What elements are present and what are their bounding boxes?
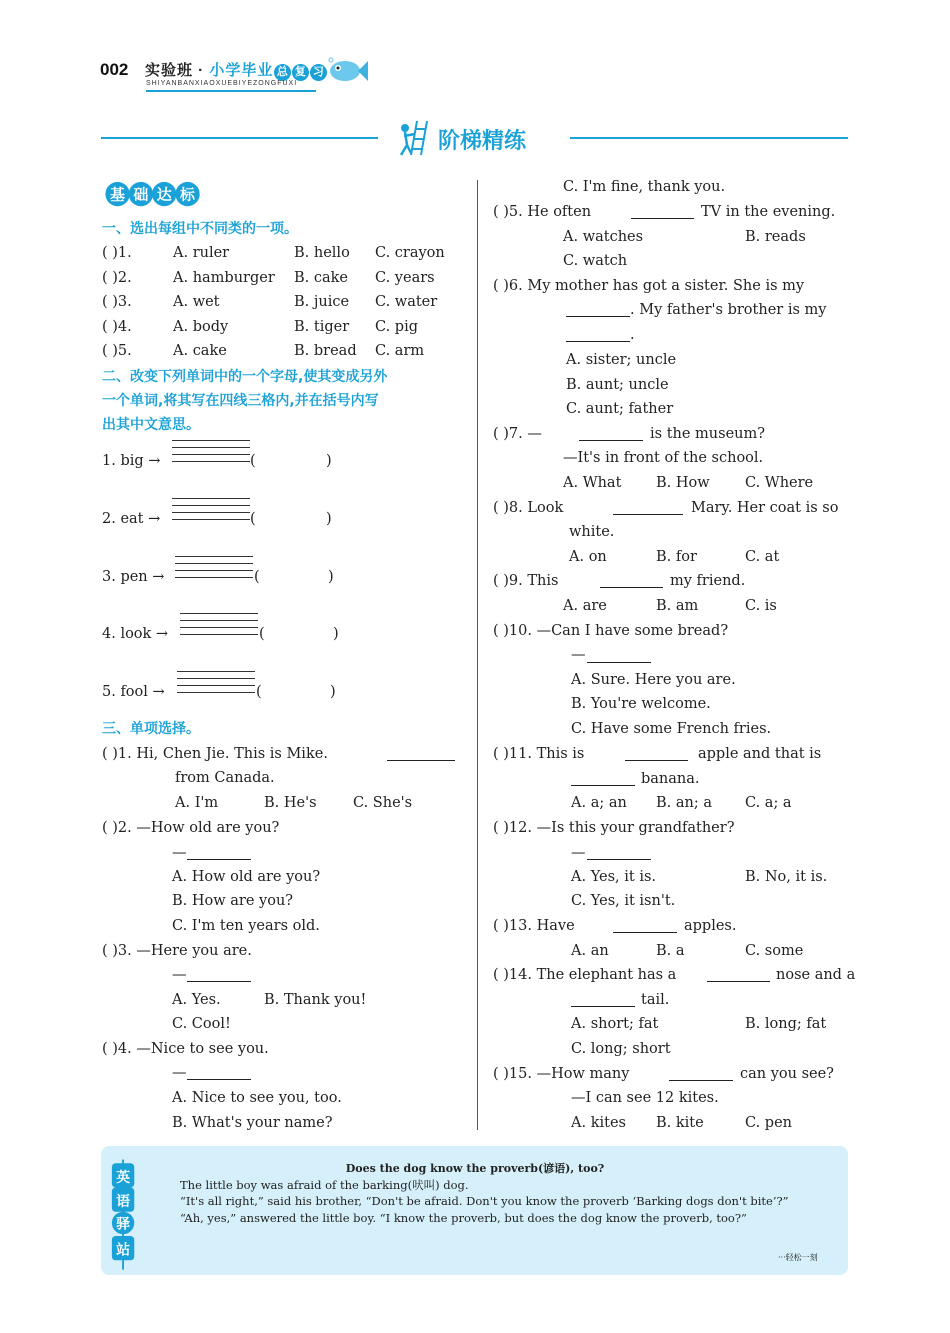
- p1-q1-opt-b: B. hello: [294, 245, 350, 261]
- p1-q5-number: ( )5.: [102, 343, 132, 359]
- p3-q3-dash: —: [172, 967, 187, 983]
- p1-q2-opt-b: B. cake: [294, 270, 349, 286]
- answer-blank[interactable]: [587, 845, 651, 860]
- title-rule-left: [101, 137, 378, 139]
- p3-q4-stem: ( )4. —Nice to see you.: [102, 1041, 269, 1057]
- p3-q11-opt-b: B. an; a: [656, 795, 712, 811]
- paren-close: ): [328, 569, 334, 585]
- p1-q5-opt-c: C. arm: [375, 343, 425, 359]
- p3-q1-opt-b: B. He's: [264, 795, 317, 811]
- p3-q9-stem: ( )9. This: [493, 573, 559, 589]
- p3-q9-stem-end: my friend.: [670, 573, 746, 589]
- answer-blank[interactable]: [631, 204, 694, 219]
- paren-open: (: [256, 684, 262, 700]
- p3-q8-stem-cont: white.: [569, 524, 615, 540]
- answer-blank[interactable]: [187, 1065, 251, 1080]
- p2-word-4: 4. look →: [102, 626, 169, 642]
- badge-char: 标: [180, 185, 196, 204]
- p1-q3-opt-b: B. juice: [294, 294, 350, 310]
- p3-q13-stem: ( )13. Have: [493, 918, 575, 934]
- p2-word-5: 5. fool →: [102, 684, 165, 700]
- p1-q2-number: ( )2.: [102, 270, 132, 286]
- badge-char: 基: [110, 185, 126, 204]
- badge-char: 础: [133, 185, 149, 204]
- p3-q10-opt-c: C. Have some French fries.: [571, 721, 772, 737]
- brand-pinyin: SHIYANBANXIAOXUEBIYEZONGFUXI: [146, 80, 298, 87]
- p3-q7-opt-a: A. What: [563, 475, 622, 491]
- p3-q10-opt-a: A. Sure. Here you are.: [571, 672, 736, 688]
- p3-q2-dash: —: [172, 845, 187, 861]
- p3-q10-opt-b: B. You're welcome.: [571, 696, 711, 712]
- part2-heading-line1: 二、改变下列单词中的一个字母,使其变成另外: [102, 369, 388, 385]
- p3-q13-opt-c: C. some: [745, 943, 804, 959]
- p1-q2-opt-c: C. years: [375, 270, 435, 286]
- section-badge: [102, 181, 204, 209]
- p3-q8-opt-c: C. at: [745, 549, 780, 565]
- p3-q1-stem-cont: from Canada.: [175, 770, 275, 786]
- p3-q3-opt-a: A. Yes.: [172, 992, 221, 1008]
- answer-blank[interactable]: [669, 1066, 733, 1081]
- answer-blank[interactable]: [566, 327, 630, 342]
- p3-q6-stem: ( )6. My mother has got a sister. She is my: [493, 278, 805, 294]
- p1-q4-opt-a: A. body: [173, 319, 229, 335]
- p3-q15-opt-c: C. pen: [745, 1115, 792, 1131]
- paren-open: (: [254, 569, 260, 585]
- answer-blank[interactable]: [387, 746, 455, 761]
- p3-q14-opt-a: A. short; fat: [571, 1016, 659, 1032]
- column-divider: [477, 180, 478, 1130]
- p3-q4-dash: —: [172, 1065, 187, 1081]
- station-line-3: “Ah, yes,” answered the little boy. “I know the proverb, but does the dog know the proverb, too?”: [180, 1211, 747, 1225]
- page-number: 002: [100, 60, 129, 79]
- four-line-grid[interactable]: [180, 613, 258, 641]
- p3-q3-stem: ( )3. —Here you are.: [102, 943, 252, 959]
- answer-blank[interactable]: [566, 302, 630, 317]
- p3-q6-stem-end: .: [630, 327, 635, 343]
- book-brand: 实验班 · 小学毕业 总 复 习: [145, 59, 327, 81]
- answer-blank[interactable]: [613, 500, 683, 515]
- p3-q6-opt-c: C. aunt; father: [566, 401, 674, 417]
- paren-open: (: [250, 453, 256, 469]
- station-tag-char: 英: [116, 1169, 131, 1186]
- p3-q15-opt-a: A. kites: [571, 1115, 626, 1131]
- p3-q11-stem: ( )11. This is: [493, 746, 585, 762]
- p1-q3-number: ( )3.: [102, 294, 132, 310]
- p3-q13-opt-b: B. a: [656, 943, 685, 959]
- part1-heading: 一、选出每组中不同类的一项。: [102, 221, 298, 237]
- station-line-1: The little boy was afraid of the barking(吠叫) dog.: [180, 1178, 469, 1192]
- p3-q1-opt-a: A. I'm: [175, 795, 219, 811]
- p1-q1-opt-a: A. ruler: [173, 245, 230, 261]
- p3-q7-opt-b: B. How: [656, 475, 710, 491]
- p3-q15-opt-b: B. kite: [656, 1115, 704, 1131]
- p3-q15-stem: ( )15. —How many: [493, 1066, 630, 1082]
- paren-open: (: [250, 511, 256, 527]
- p3-q4-opt-b: B. What's your name?: [172, 1115, 333, 1131]
- p3-q9-opt-c: C. is: [745, 598, 777, 614]
- four-line-grid[interactable]: [172, 498, 250, 526]
- answer-blank[interactable]: [579, 426, 643, 441]
- answer-blank[interactable]: [571, 771, 635, 786]
- answer-blank[interactable]: [187, 967, 251, 982]
- p3-q11-opt-a: A. a; an: [571, 795, 627, 811]
- p3-q8-stem-end: Mary. Her coat is so: [691, 500, 839, 516]
- p3-q5-opt-b: B. reads: [745, 229, 806, 245]
- p3-q6-opt-a: A. sister; uncle: [566, 352, 677, 368]
- p2-word-1: 1. big →: [102, 453, 161, 469]
- part3-heading: 三、单项选择。: [102, 721, 200, 737]
- p1-q4-opt-b: B. tiger: [294, 319, 350, 335]
- p3-q12-dash: —: [571, 845, 586, 861]
- station-line-2: “It's all right,” said his brother, “Don't be afraid. Don't you know the proverb ‘Barking dogs don't bite’?”: [180, 1194, 789, 1208]
- p3-q8-opt-b: B. for: [656, 549, 697, 565]
- p3-q7-stem: ( )7. —: [493, 426, 542, 442]
- part2-heading-line2: 一个单词,将其写在四线三格内,并在括号内写: [102, 393, 379, 409]
- p3-q15-stem-end: can you see?: [740, 1066, 834, 1082]
- p1-q3-opt-a: A. wet: [173, 294, 220, 310]
- p1-q3-opt-c: C. water: [375, 294, 438, 310]
- p3-q14-stem-mid: nose and a: [776, 967, 856, 983]
- paren-close: ): [326, 511, 332, 527]
- answer-blank[interactable]: [613, 918, 677, 933]
- p3-q11-stem-mid: apple and that is: [698, 746, 822, 762]
- station-tag-char: 驿: [116, 1216, 131, 1233]
- four-line-grid[interactable]: [175, 556, 253, 584]
- p1-q4-opt-c: C. pig: [375, 319, 418, 335]
- station-title: Does the dog know the proverb(谚语), too?: [345, 1162, 605, 1175]
- p3-q13-opt-a: A. an: [571, 943, 609, 959]
- answer-blank[interactable]: [571, 992, 635, 1007]
- p3-q2-opt-b: B. How are you?: [172, 893, 294, 909]
- p3-q3-opt-c: C. Cool!: [172, 1016, 231, 1032]
- p3-q6-opt-b: B. aunt; uncle: [566, 377, 669, 393]
- paren-close: ): [326, 453, 332, 469]
- four-line-grid[interactable]: [177, 671, 255, 699]
- paren-open: (: [259, 626, 265, 642]
- answer-blank[interactable]: [187, 845, 251, 860]
- p3-q12-stem: ( )12. —Is this your grandfather?: [493, 820, 735, 836]
- p3-q10-stem: ( )10. —Can I have some bread?: [493, 623, 729, 639]
- p3-q1-stem: ( )1. Hi, Chen Jie. This is Mike.: [102, 746, 328, 762]
- p3-q5-stem-end: TV in the evening.: [701, 204, 836, 220]
- part2-heading-line3: 出其中文意思。: [102, 417, 200, 433]
- p2-word-2: 2. eat →: [102, 511, 161, 527]
- p3-q3-opt-b: B. Thank you!: [264, 992, 367, 1008]
- p3-q2-opt-c: C. I'm ten years old.: [172, 918, 320, 934]
- p3-q8-stem: ( )8. Look: [493, 500, 564, 516]
- answer-blank[interactable]: [600, 573, 663, 588]
- p2-word-3: 3. pen →: [102, 569, 165, 585]
- p1-q4-number: ( )4.: [102, 319, 132, 335]
- p3-q9-opt-a: A. are: [563, 598, 607, 614]
- station-footer: ···轻松一刻: [778, 1253, 818, 1262]
- p3-q4-opt-a: A. Nice to see you, too.: [172, 1090, 342, 1106]
- header-underline: [146, 90, 316, 92]
- answer-blank[interactable]: [587, 648, 651, 663]
- p3-q1-opt-c: C. She's: [353, 795, 413, 811]
- p3-q7-opt-c: C. Where: [745, 475, 814, 491]
- four-line-grid[interactable]: [172, 440, 250, 468]
- title-rule-right: [570, 137, 848, 139]
- p3-q14-stem-end: tail.: [641, 992, 670, 1008]
- station-tag-char: 语: [116, 1194, 131, 1211]
- p3-q2-stem: ( )2. —How old are you?: [102, 820, 280, 836]
- paren-close: ): [330, 684, 336, 700]
- p3-q14-stem: ( )14. The elephant has a: [493, 967, 677, 983]
- p3-q5-opt-c: C. watch: [563, 253, 628, 269]
- p3-q15-reply: —I can see 12 kites.: [571, 1090, 719, 1106]
- p3-q10-dash: —: [571, 647, 586, 663]
- station-tag-char: 站: [116, 1242, 131, 1259]
- p3-q11-stem-end: banana.: [641, 771, 700, 787]
- p1-q5-opt-b: B. bread: [294, 343, 357, 359]
- p3-q14-opt-b: B. long; fat: [745, 1016, 827, 1032]
- p3-q12-opt-b: B. No, it is.: [745, 869, 828, 885]
- answer-blank[interactable]: [625, 746, 688, 761]
- paren-close: ): [333, 626, 339, 642]
- p3-q8-opt-a: A. on: [569, 549, 607, 565]
- p3-q5-opt-a: A. watches: [563, 229, 644, 245]
- answer-blank[interactable]: [707, 967, 770, 982]
- p3-q6-stem-cont: . My father's brother is my: [630, 302, 827, 318]
- p3-q9-opt-b: B. am: [656, 598, 699, 614]
- p1-q5-opt-a: A. cake: [173, 343, 227, 359]
- p3-q13-stem-end: apples.: [684, 918, 737, 934]
- fish-icon: [325, 55, 369, 85]
- p3-q11-opt-c: C. a; a: [745, 795, 792, 811]
- badge-char: 达: [156, 185, 172, 204]
- p3-q4-opt-c: C. I'm fine, thank you.: [563, 179, 726, 195]
- p1-q1-opt-c: C. crayon: [375, 245, 445, 261]
- p3-q12-opt-c: C. Yes, it isn't.: [571, 893, 676, 909]
- p3-q14-opt-c: C. long; short: [571, 1041, 671, 1057]
- ladder-climber-icon: [395, 119, 435, 157]
- p3-q5-stem: ( )5. He often: [493, 204, 592, 220]
- p3-q7-stem-end: is the museum?: [650, 426, 766, 442]
- p3-q7-reply: —It's in front of the school.: [563, 450, 764, 466]
- section-title: 阶梯精练: [438, 129, 527, 154]
- p1-q2-opt-a: A. hamburger: [173, 270, 275, 286]
- p1-q1-number: ( )1.: [102, 245, 132, 261]
- p3-q2-opt-a: A. How old are you?: [172, 869, 321, 885]
- p3-q12-opt-a: A. Yes, it is.: [571, 869, 657, 885]
